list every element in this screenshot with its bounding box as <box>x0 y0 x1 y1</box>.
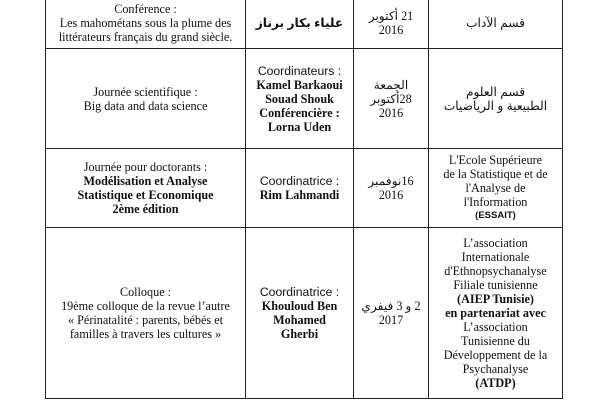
table-row <box>46 49 563 149</box>
event-title: 19ème colloque de la revue l’autre <box>61 299 230 313</box>
organizer-acronym: (ATDP) <box>475 376 516 390</box>
date-day: 21 أكتوبر <box>368 9 414 23</box>
event-title: Modélisation et Analyse <box>83 174 208 188</box>
coordinator-name: Mohamed <box>273 313 326 327</box>
date-cell <box>354 149 429 228</box>
coordinator-cell <box>246 0 354 49</box>
date-cell <box>354 228 429 399</box>
coordinator-name: علياء بكار برناز <box>255 16 344 30</box>
date-cell <box>354 0 429 49</box>
coordinator-cell <box>246 49 354 149</box>
speaker-name: Lorna Uden <box>267 119 332 134</box>
event-cell <box>46 149 246 228</box>
organizer-acronym: (AIEP Tunisie) <box>457 292 534 306</box>
event-title: Big data and data science <box>83 98 208 113</box>
event-type: Colloque : <box>119 285 172 299</box>
organizer-name: de la Statistique et de <box>443 167 548 181</box>
event-title: littérateurs français du grand siècle. <box>58 30 233 44</box>
organizer-name: الطبيعية و الرياضيات <box>443 98 548 113</box>
event-type: Journée pour doctorants : <box>83 160 208 174</box>
event-title: Statistique et Economique <box>77 188 214 202</box>
event-title: Les mahométans sous la plume des <box>59 16 232 30</box>
organizer-name: l'Information <box>463 195 528 209</box>
date-year: 2016 <box>378 23 404 37</box>
organizer-cell <box>429 149 563 228</box>
date-year: 2016 <box>378 188 404 202</box>
coordinator-name: Kamel Barkaoui <box>256 77 343 92</box>
coordinator-name: Rim Lahmandi <box>259 188 340 202</box>
speaker-label: Conférencière : <box>259 105 340 120</box>
coordinator-label: Coordinatrice : <box>259 285 340 299</box>
event-cell <box>46 228 246 399</box>
organizer-name: Tunisienne du <box>461 334 530 348</box>
coordinator-name: Gherbi <box>280 327 319 341</box>
organizer-name: Internationale <box>461 250 530 264</box>
coordinator-name: Khouloud Ben <box>261 299 338 313</box>
coordinator-cell <box>246 149 354 228</box>
date-year: 2016 <box>378 105 404 120</box>
table-row <box>46 228 563 399</box>
organizer-name: قسم الآداب <box>466 16 525 30</box>
event-edition: 2ème édition <box>112 202 179 216</box>
organizer-name: Psychanalyse <box>462 362 529 376</box>
coordinator-label: Coordinatrice : <box>259 174 340 188</box>
organizer-cell <box>429 49 563 149</box>
date-day: 16نوفمبر <box>368 174 414 188</box>
organizer-name: Filiale tunisienne <box>453 278 538 292</box>
organizer-name: L’association <box>463 320 528 334</box>
table-row <box>46 149 563 228</box>
organizer-cell <box>429 0 563 49</box>
organizer-cell <box>429 228 563 399</box>
organizer-name: قسم العلوم <box>465 84 526 99</box>
coordinator-name: Souad Shouk <box>265 91 334 106</box>
event-cell <box>46 49 246 149</box>
event-type: Journée scientifique : <box>93 84 198 99</box>
date-year: 2017 <box>378 313 404 327</box>
partnership-label: en partenariat avec <box>445 306 546 320</box>
organizer-acronym: (ESSAIT) <box>475 210 516 221</box>
event-title: familles à travers les cultures » <box>69 327 222 341</box>
date-weekday: الجمعة <box>373 77 409 92</box>
date-cell <box>354 49 429 149</box>
events-table <box>45 0 563 399</box>
date-day: 28أكتوبر <box>370 91 412 106</box>
organizer-name: l'Analyse de <box>465 181 526 195</box>
event-cell <box>46 0 246 49</box>
organizer-name: L’association <box>463 236 528 250</box>
event-type: Conférence : <box>114 2 177 16</box>
table-row <box>46 0 563 49</box>
organizer-name: L'Ecole Supérieure <box>448 153 543 167</box>
coordinator-label: Coordinateurs : <box>257 63 342 78</box>
organizer-name: Développement de la <box>443 348 548 362</box>
coordinator-cell <box>246 228 354 399</box>
event-title: « Périnatalité : parents, bébés et <box>68 313 223 327</box>
date-day: 2 و 3 فيفري <box>361 299 421 313</box>
organizer-name: d'Ethnopsychanalyse <box>444 264 547 278</box>
